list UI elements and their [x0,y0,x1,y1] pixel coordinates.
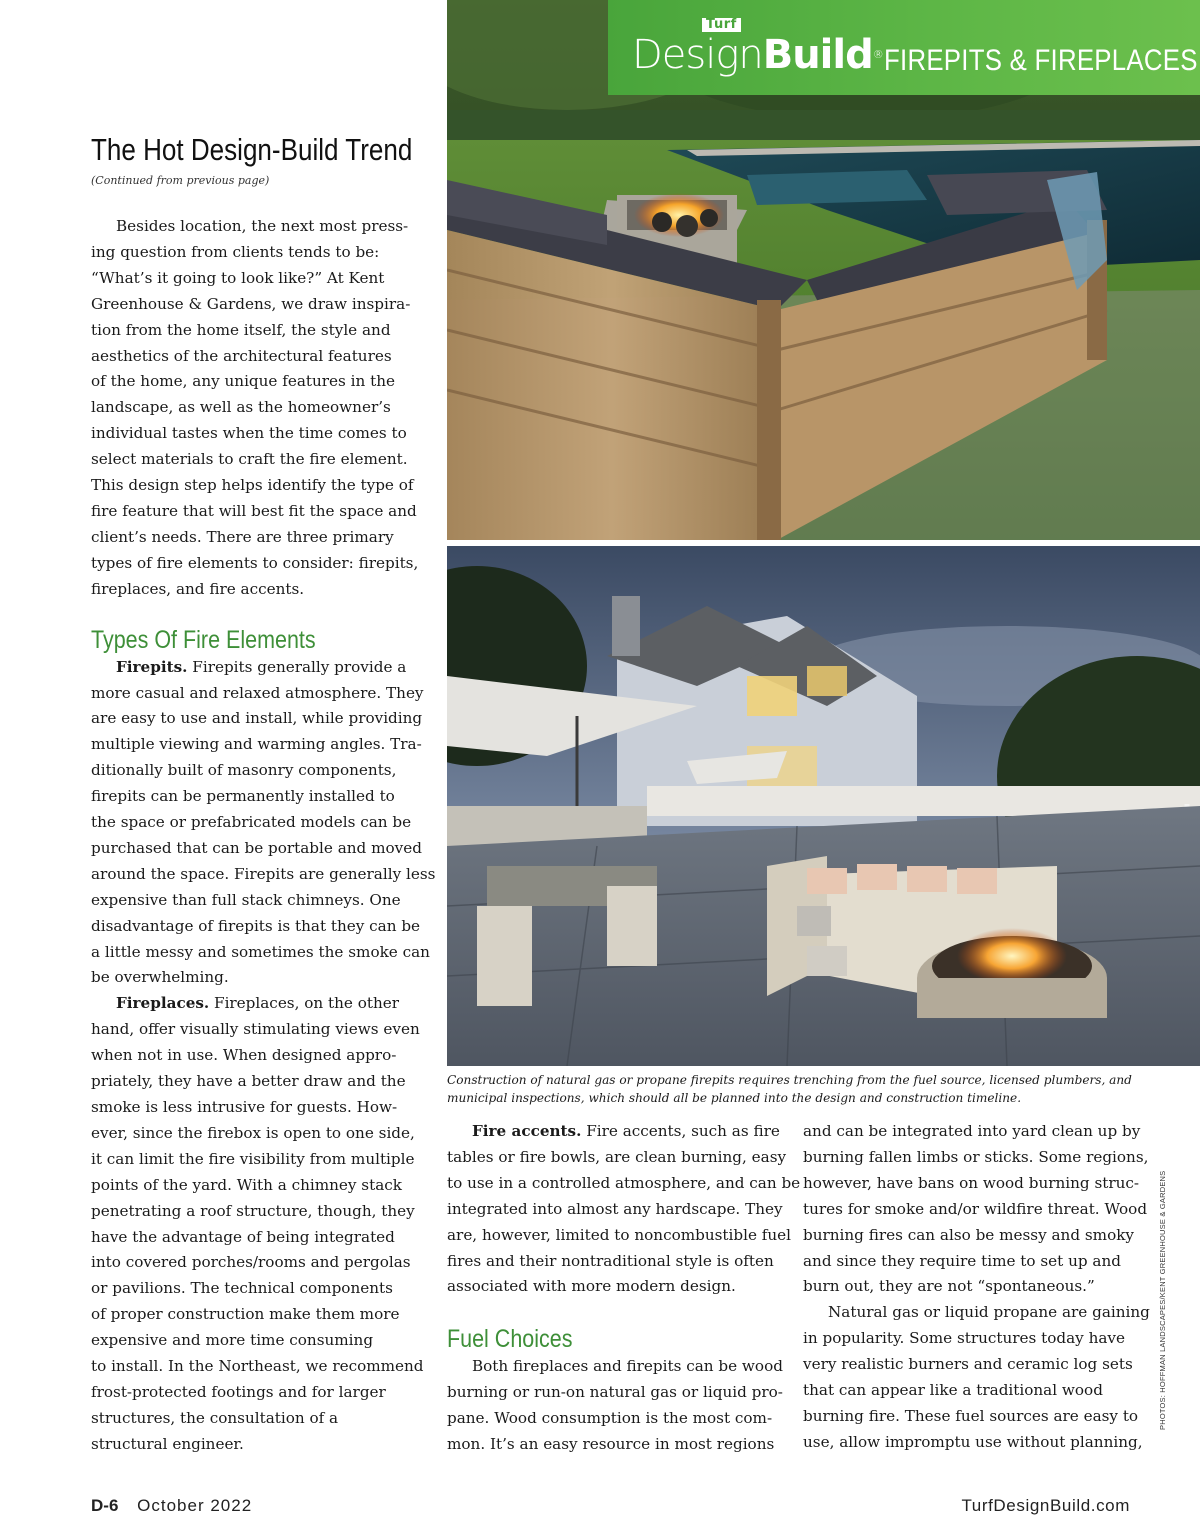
text-line: tion from the home itself, the style and [91,320,391,339]
firepits-lead: Firepits. [116,657,188,676]
text-line: use, allow impromptu use without planning, [803,1432,1143,1451]
text-line [91,655,421,681]
text-line: integrated into almost any hardscape. They [447,1199,783,1218]
text-line: fires and their nontraditional style is often [447,1251,774,1270]
text-line: of proper construction make them more [91,1305,400,1324]
text-line: or pavilions. The technical components [91,1279,393,1298]
logo-design: Design [632,32,763,78]
firepits-paragraph [91,655,436,992]
text-line: aesthetics of the architectural features [91,346,392,365]
text-line: pane. Wood consumption is the most com- [447,1409,773,1428]
logo-wordmark [632,32,883,78]
issue-date: October 2022 [137,1496,253,1515]
intro-paragraph [91,214,421,603]
text-line: burn out, they are not “spontaneous.” [803,1277,1095,1296]
text-line: hand, offer visually stimulating views even [91,1020,420,1039]
text-line: when not in use. When designed appro- [91,1046,397,1065]
text-line: fireplaces, and fire accents. [91,579,305,598]
text-line: priately, they have a better draw and the [91,1072,406,1091]
fuel-paragraph [447,1354,782,1458]
fire-accents-lead: Fire accents. [472,1122,582,1140]
article-headline: The Hot Design-Build Trend [91,132,413,167]
text-fragment: Firepits generally provide a [187,657,407,676]
text-line: and since they require time to set up and [803,1251,1121,1270]
continued-note: (Continued from previous page) [91,174,270,187]
text-line: into covered porches/rooms and pergolas [91,1253,411,1272]
text-line: it can limit the fire visibility from multiple [91,1149,415,1168]
text-line: purchased that can be portable and moved [91,838,422,857]
photo-credit: PHOTOS: HOFFMAN LANDSCAPES/KENT GREENHOUSE & GARDENS [1158,1170,1167,1430]
text-line: This design step helps identify the type of [91,476,414,495]
text-line: the space or prefabricated models can be [91,813,412,832]
text-line: Both fireplaces and firepits can be wood [472,1357,783,1376]
text-line: tables or fire bowls, are clean burning, easy [447,1147,787,1166]
text-line: mon. It’s an easy resource in most regions [447,1435,775,1454]
text-line: and can be integrated into yard clean up by [803,1122,1141,1140]
section-banner [608,0,1200,95]
text-line: ever, since the firebox is open to one side, [91,1123,415,1142]
text-line: client’s needs. There are three primary [91,527,394,546]
text-line: expensive than full stack chimneys. One [91,890,401,909]
text-line [91,991,421,1017]
text-line: very realistic burners and ceramic log sets [803,1355,1133,1374]
text-line: penetrating a roof structure, though, they [91,1201,415,1220]
section-label: FIREPITS & FIREPLACES [884,44,1198,77]
text-line: a little messy and sometimes the smoke can [91,942,430,961]
fireplaces-paragraph [91,991,424,1457]
column-1 [91,214,436,1458]
logo-build: Build [762,32,873,78]
text-line: be overwhelming. [91,968,229,987]
text-line: Natural gas or liquid propane are gaining [828,1303,1150,1322]
logo-registered: ® [872,48,883,61]
text-line: frost-protected footings and for larger [91,1382,386,1401]
types-heading: Types Of Fire Elements [91,625,316,654]
text-line: however, have bans on wood burning struc- [803,1173,1140,1192]
text-line: Greenhouse & Gardens, we draw inspira- [91,294,411,313]
fire-accents-paragraph [447,1119,801,1300]
text-line: smoke is less intrusive for guests. How- [91,1098,398,1116]
patio-firepit-photo [447,546,1200,1066]
page-footer-left [91,1496,252,1516]
text-line: burning fire. These fuel sources are easy to [803,1406,1139,1425]
text-line: points of the yard. With a chimney stack [91,1175,402,1194]
text-line: Besides location, the next most press- [116,217,409,235]
text-line: associated with more modern design. [447,1277,736,1296]
natural-gas-paragraph [803,1300,1150,1455]
fuel-choices-heading: Fuel Choices [447,1325,573,1354]
text-line: tures for smoke and/or wildfire threat. Wood [803,1199,1148,1218]
text-fragment: Fire accents, such as fire [581,1122,780,1140]
text-line: individual tastes when the time comes to [91,424,407,443]
text-line: multiple viewing and warming angles. Tra- [91,735,422,754]
column-3 [803,1119,1150,1456]
text-line: “What’s it going to look like?” At Kent [91,268,385,287]
text-line: burning or run-on natural gas or liquid pro- [447,1383,783,1402]
text-line: burning fallen limbs or sticks. Some regions, [803,1147,1149,1166]
text-line: structures, the consultation of a [91,1408,339,1427]
text-line: types of fire elements to consider: firepits, [91,553,419,572]
text-line: in popularity. Some structures today have [803,1329,1125,1348]
text-line: structural engineer. [91,1434,244,1453]
text-line: around the space. Firepits are generally less [91,864,436,883]
text-line: burning fires can also be messy and smoky [803,1225,1135,1244]
text-line: ditionally built of masonry components, [91,761,397,780]
text-line: more casual and relaxed atmosphere. They [91,683,424,702]
column-2 [447,1119,801,1458]
fireplaces-lead: Fireplaces. [116,994,210,1013]
photo-caption: Construction of natural gas or propane firepits requires trenching from the fuel source, licensed plumbers, and municipal inspections, which should all be planned into the design and construction timeline. [447,1073,1132,1105]
page-number: D-6 [91,1496,119,1515]
fuel-continued-paragraph [803,1119,1149,1300]
text-line: landscape, as well as the homeowner’s [91,398,391,417]
text-line: of the home, any unique features in the [91,372,396,391]
text-line: are easy to use and install, while providing [91,709,423,728]
text-line: to use in a controlled atmosphere, and can be [447,1173,801,1192]
text-line: select materials to craft the fire element. [91,450,408,469]
text-line: have the advantage of being integrated [91,1227,395,1246]
text-line: to install. In the Northeast, we recommend [91,1357,424,1376]
text-line: firepits can be permanently installed to [91,787,395,806]
text-line: ing question from clients tends to be: [91,242,380,261]
logo-turf: Turf [702,18,741,32]
text-line: fire feature that will best fit the space and [91,501,417,520]
text-line: disadvantage of firepits is that they can be [91,916,421,935]
text-line: are, however, limited to noncombustible fuel [447,1225,792,1244]
website-link[interactable]: TurfDesignBuild.com [961,1496,1130,1515]
text-line: expensive and more time consuming [91,1331,374,1350]
text-fragment: Fireplaces, on the other [209,994,399,1013]
text-line [447,1119,782,1145]
text-line: that can appear like a traditional wood [803,1381,1103,1400]
